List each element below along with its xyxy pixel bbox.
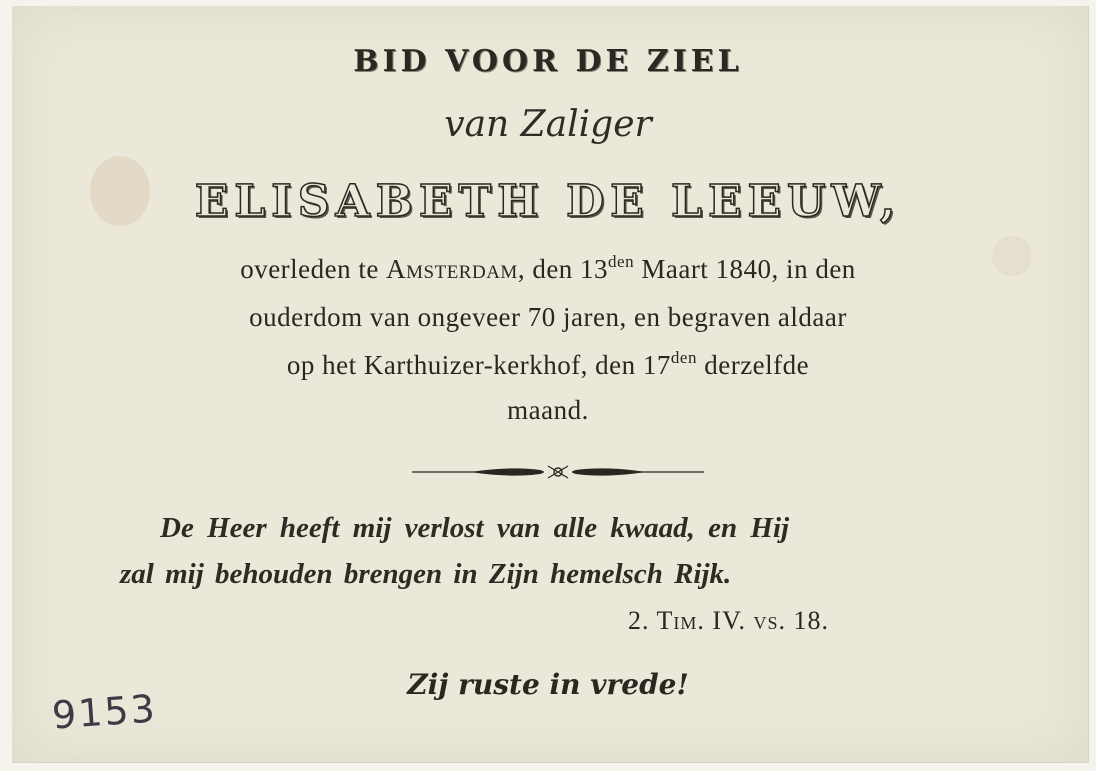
- verse-reference: 2. Tim. IV. vs. 18.: [628, 606, 830, 635]
- deceased-name: ELISABETH DE LEEUW,: [194, 176, 902, 227]
- ornamental-divider: [410, 462, 706, 482]
- body-line-4: maand.: [507, 395, 589, 425]
- verse-line-1: De Heer heeft mij verlost van alle kwaad, en Hij: [160, 512, 790, 544]
- body-line-1: overleden te Amsterdam, den $13^{den}$ Maart 1840, in den: [240, 252, 856, 284]
- card-subheading: van Zaliger: [444, 104, 652, 145]
- verse-line-2: zal mij behouden brengen in Zijn hemelsch Rijk.: [120, 558, 732, 590]
- closing-text: Zij ruste in vrede!: [407, 668, 689, 701]
- body-line-2: ouderdom van ongeveer 70 jaren, en begraven aldaar: [249, 302, 847, 332]
- body-line-3: op het Karthuizer-kerkhof, den $17^{den}$ derzelfde: [286, 348, 810, 380]
- handwritten-number: 9153: [50, 686, 159, 738]
- city-name: Amsterdam: [386, 254, 518, 284]
- card-heading: BID VOOR DE ZIEL: [353, 44, 743, 79]
